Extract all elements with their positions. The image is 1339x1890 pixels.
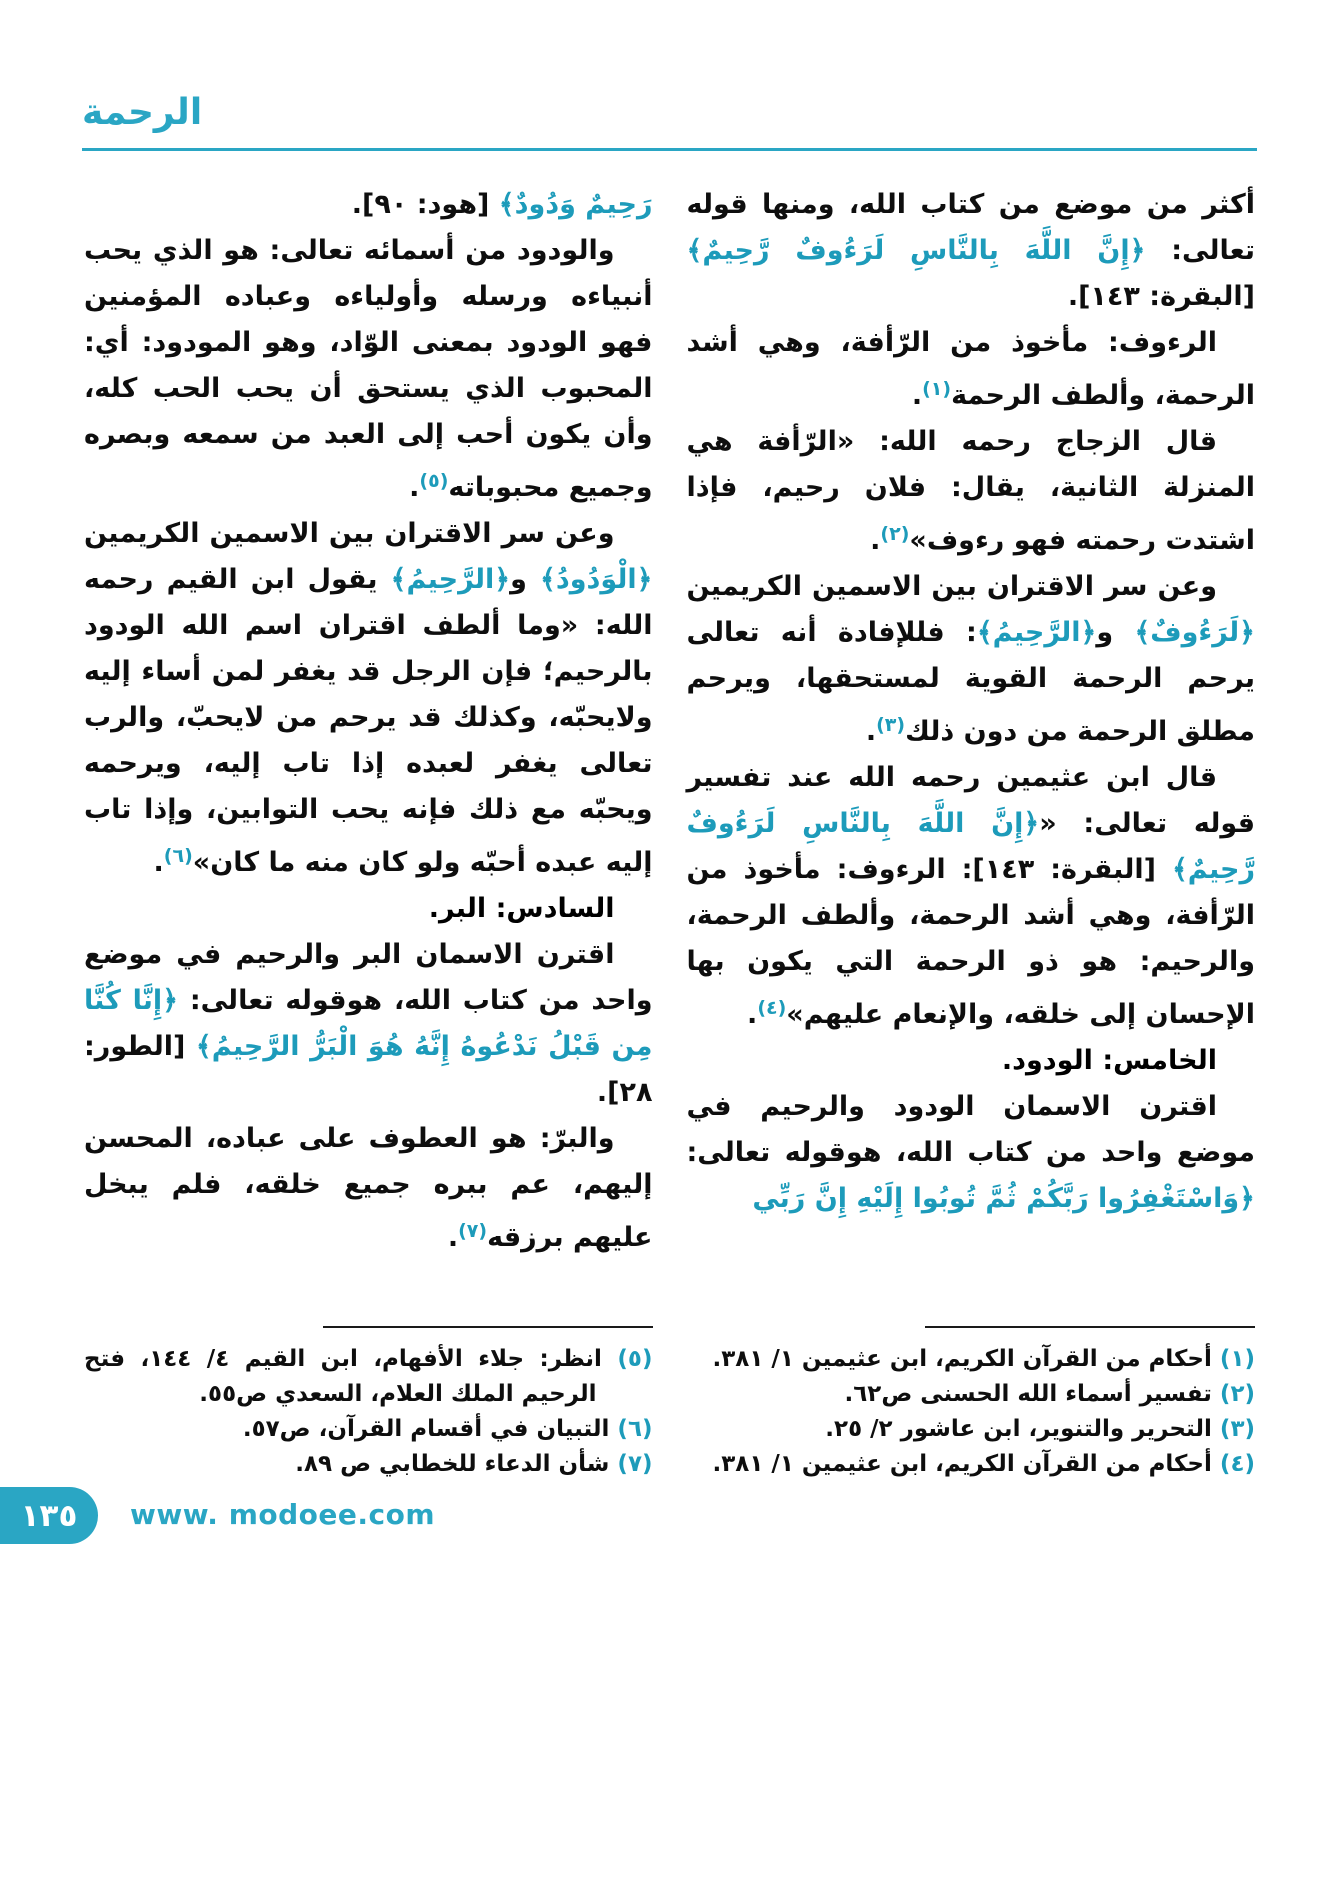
quran-text: رَحِيمٌ وَدُودٌ﴾ <box>498 189 653 220</box>
body-text: [البقرة: ١٤٣]: الرءوف: مأخوذ من الرّأفة، وهي أشد الرحمة، وألطف الرحمة، والرحيم: هو ذو الرحمة التي يكون بها الإحسان إلى خلقه، والإنعام عليهم» <box>686 854 1255 1030</box>
quran-text: ﴿إِنَّ اللَّهَ بِالنَّاسِ لَرَءُوفٌ رَّحِيمٌ﴾ <box>686 235 1146 266</box>
section-heading <box>84 886 653 932</box>
body-text: . <box>153 847 164 878</box>
footnote-ref: (٦) <box>163 845 193 867</box>
footnote <box>687 1342 1256 1377</box>
footnote-ref: (١) <box>922 378 952 400</box>
body-text: و <box>510 564 541 595</box>
paragraph <box>687 182 1256 320</box>
footnote-ref: (٥) <box>419 470 449 492</box>
footnote-ref: (٣) <box>876 714 906 736</box>
footnote-number: (٧) <box>609 1451 653 1477</box>
page-number-badge <box>0 1487 98 1544</box>
quran-text: ﴿وَاسْتَغْفِرُوا رَبَّكُمْ ثُمَّ تُوبُوا إِلَيْهِ إِنَّ رَبِّي <box>752 1183 1255 1214</box>
footnotes <box>687 1320 1256 1482</box>
footnote <box>84 1447 653 1482</box>
quran-text: ﴿إِنَّ اللَّهَ بِالنَّاسِ لَرَءُوفٌ رَّحِيمٌ﴾ <box>686 808 1255 885</box>
body-text: قال ابن عثيمين رحمه الله عند تفسير قوله تعالى: « <box>686 762 1255 839</box>
footnote <box>84 1342 653 1412</box>
body-text: اقترن الاسمان البر والرحيم في موضع واحد من كتاب الله، هوقوله تعالى: <box>84 939 653 1016</box>
paragraph <box>84 932 653 1116</box>
paragraph <box>84 228 653 511</box>
footnote-text: تفسير أسماء الله الحسنى ص٦٢. <box>844 1381 1212 1407</box>
footnote-number: (٢) <box>1211 1381 1255 1407</box>
paragraph <box>687 1084 1256 1222</box>
footnote-number: (٦) <box>609 1416 653 1442</box>
footnote-separator <box>323 1326 653 1328</box>
body-text: يقول ابن القيم رحمه الله: «وما ألطف اقتران اسم الله الودود بالرحيم؛ فإن الرجل قد يغفر لمن أساء إليه ولايحبّه، وكذلك قد يرحم من لايحبّ، والرب تعالى يغفر لعبده إذا تاب إليه، ويرحمه ويحبّه مع ذلك فإنه يحب التوابين، وإذا تاب إليه عبده أحبّه ولو كان منه ما كان» <box>84 564 653 878</box>
body-text: اقترن الاسمان الودود والرحيم في موضع واحد من كتاب الله، هوقوله تعالى: <box>686 1091 1255 1168</box>
body-text: [البقرة: ١٤٣]. <box>1067 281 1255 312</box>
paragraph <box>687 564 1256 755</box>
body-text: [هود: ٩٠]. <box>351 189 499 220</box>
quran-text: ﴿الرَّحِيمُ﴾ <box>976 617 1097 648</box>
paragraph <box>687 419 1256 564</box>
footnote-number: (١) <box>1211 1346 1255 1372</box>
body-text: والبرّ: هو العطوف على عباده، المحسن إليهم، عم ببره جميع خلقه، فلم يبخل عليهم برزقه <box>84 1123 653 1253</box>
footnote-ref: (٤) <box>757 997 787 1019</box>
body-text: . <box>447 1222 459 1253</box>
footnotes-list <box>687 1342 1256 1482</box>
footnote-text: أحكام من القرآن الكريم، ابن عثيمين ١/ ٣٨١. <box>712 1451 1212 1477</box>
body-text: [الطور: ٢٨]. <box>84 1031 653 1108</box>
footnote-ref: (٢) <box>880 523 910 545</box>
paragraph <box>84 182 653 228</box>
footnote <box>687 1377 1256 1412</box>
body-text: وعن سر الاقتران بين الاسمين الكريمين <box>686 571 1217 602</box>
body-text: . <box>747 999 758 1030</box>
footnote-separator <box>925 1326 1255 1328</box>
section-heading <box>687 1038 1256 1084</box>
paragraph <box>687 755 1256 1038</box>
footnote-text: أحكام من القرآن الكريم، ابن عثيمين ١/ ٣٨١. <box>712 1346 1212 1372</box>
body-text: : فللإفادة أنه تعالى يرحم الرحمة القوية لمستحقها، ويرحم مطلق الرحمة من دون ذلك <box>686 617 1255 747</box>
footnotes <box>84 1320 653 1482</box>
quran-text: ﴿الرَّحِيمُ﴾ <box>390 564 511 595</box>
text-columns <box>84 182 1255 1482</box>
body-text: السادس: البر. <box>428 893 615 924</box>
footnote-ref: (٧) <box>458 1220 488 1242</box>
body-text: . <box>409 472 420 503</box>
website-url: www. modoee.com <box>130 1498 436 1531</box>
page-number: ١٣٥ <box>20 1497 78 1534</box>
body-text: الرءوف: مأخوذ من الرّأفة، وهي أشد الرحمة، وألطف الرحمة <box>686 327 1255 411</box>
column-left <box>84 182 653 1482</box>
column-right <box>687 182 1256 1482</box>
body-text: الخامس: الودود. <box>1001 1045 1217 1076</box>
quran-text: ﴿إِنَّا كُنَّا مِن قَبْلُ نَدْعُوهُ إِنَّهُ هُوَ الْبَرُّ الرَّحِيمُ﴾ <box>84 985 653 1062</box>
body-text: قال الزجاج رحمه الله: «الرّأفة هي المنزلة الثانية، يقال: فلان رحيم، فإذا اشتدت رحمته فهو رءوف» <box>686 426 1255 556</box>
footnote <box>84 1412 653 1447</box>
footnote-text: انظر: جلاء الأفهام، ابن القيم ٤/ ١٤٤، فتح الرحيم الملك العلام، السعدي ص٥٥. <box>84 1346 602 1407</box>
paragraph <box>84 511 653 886</box>
paragraph <box>84 1116 653 1261</box>
footnote-number: (٤) <box>1211 1451 1255 1477</box>
body-text: و <box>1096 617 1135 648</box>
body-text: أكثر من موضع من كتاب الله، ومنها قوله تعالى: <box>686 189 1255 266</box>
paragraphs <box>84 182 653 1261</box>
quran-text: ﴿الْوَدُودُ﴾ <box>540 564 653 595</box>
body-text: . <box>911 380 923 411</box>
body-text: . <box>870 525 881 556</box>
footnote <box>687 1447 1256 1482</box>
body-text: والودود من أسمائه تعالى: هو الذي يحب أنبياءه ورسله وأولياءه وعباده المؤمنين فهو الودود بمعنى الوّاد، وهو المودود: أي: المحبوب الذي يستحق أن يحب الحب كله، وأن يكون أحب إلى العبد من سمعه وبصره وجميع محبوباته <box>84 235 653 503</box>
paragraph <box>687 320 1256 419</box>
header-rule <box>82 148 1257 151</box>
footnote-text: التبيان في أقسام القرآن، ص٥٧. <box>242 1416 610 1442</box>
quran-text: ﴿لَرَءُوفٌ﴾ <box>1134 617 1255 648</box>
footnote <box>687 1412 1256 1447</box>
paragraphs <box>687 182 1256 1222</box>
body-text: . <box>865 716 877 747</box>
footnote-number: (٥) <box>601 1346 653 1372</box>
footnote-text: شأن الدعاء للخطابي ص ٨٩. <box>295 1451 610 1477</box>
footnote-text: التحرير والتنوير، ابن عاشور ٢/ ٢٥. <box>825 1416 1212 1442</box>
footnote-number: (٣) <box>1211 1416 1255 1442</box>
body-text: وعن سر الاقتران بين الاسمين الكريمين <box>84 518 615 549</box>
chapter-title: الرحمة <box>82 92 203 133</box>
footnotes-list <box>84 1342 653 1482</box>
